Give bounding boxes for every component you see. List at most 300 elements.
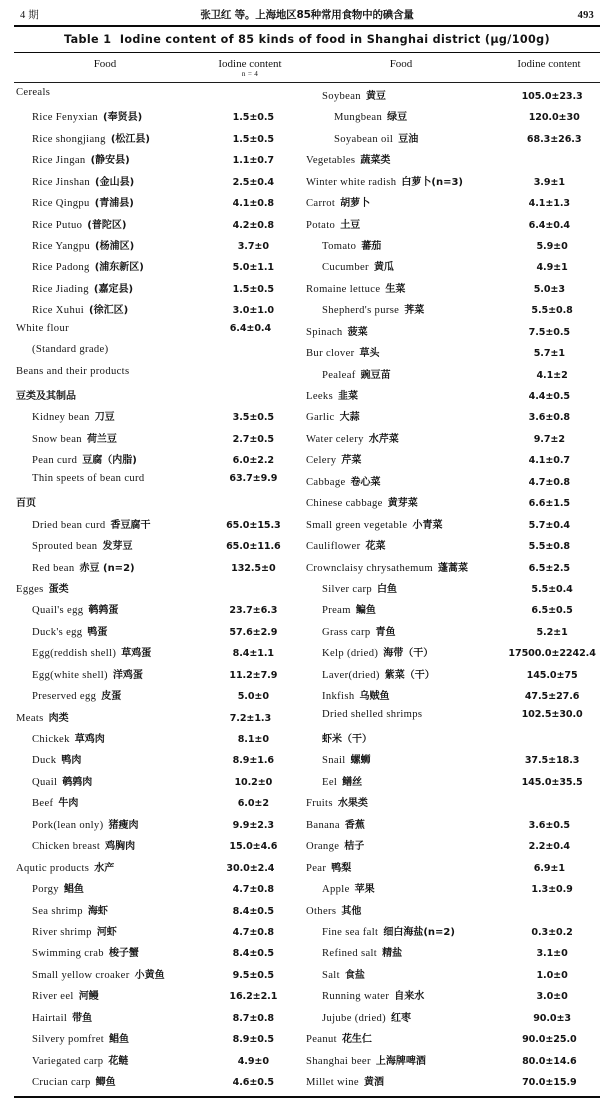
food-name-cell xyxy=(14,108,203,123)
table-row xyxy=(14,730,304,751)
food-name-cell xyxy=(304,644,504,659)
table-row xyxy=(14,880,304,901)
iodine-content-cell: 3.9±1 xyxy=(533,176,565,188)
food-name-en: Silver carp xyxy=(322,583,373,595)
food-name-cell xyxy=(14,880,203,895)
food-name-cn: 大蒜 xyxy=(339,412,360,424)
table-row xyxy=(14,923,304,944)
food-name-cn: 土豆 xyxy=(340,219,361,231)
table-row xyxy=(304,923,600,944)
food-name-cn: (嘉定县) xyxy=(93,283,134,295)
food-name-cell xyxy=(14,366,197,377)
food-name-en: Snow bean xyxy=(32,433,82,445)
page-number: 493 xyxy=(577,10,594,21)
food-name-en: Cauliflower xyxy=(306,541,361,553)
food-name-cell xyxy=(304,751,504,766)
food-name-cell xyxy=(304,516,499,531)
food-name-cn: 其他 xyxy=(341,905,362,917)
food-name-cell xyxy=(14,1073,203,1088)
food-name-cn: (静安县) xyxy=(90,155,130,167)
table-row xyxy=(14,408,304,429)
column-header-sample-size: n = 4 xyxy=(241,69,259,78)
food-name-cell xyxy=(14,859,197,874)
table-column-right xyxy=(304,87,600,1095)
iodine-content-cell: 6.4±0.4 xyxy=(229,322,272,334)
iodine-content-cell: 5.5±0.8 xyxy=(531,305,573,317)
iodine-content-cell: 15.0±4.6 xyxy=(229,841,278,853)
table-row xyxy=(14,644,304,665)
food-name-en: Pealeaf xyxy=(322,369,356,381)
table-row xyxy=(14,666,304,687)
iodine-content-cell: 132.5±0 xyxy=(231,562,276,574)
table-row xyxy=(14,944,304,965)
food-name-cell xyxy=(14,516,203,531)
table-row xyxy=(304,859,600,880)
food-name-cn: 鲫鱼 xyxy=(95,1077,116,1089)
table-row xyxy=(14,1052,304,1073)
food-name-cn: 白鱼 xyxy=(377,583,398,595)
table-row xyxy=(304,430,600,451)
iodine-content-cell: 1.1±0.7 xyxy=(232,155,275,167)
food-name-cell xyxy=(304,601,504,616)
food-name-cell xyxy=(14,130,203,145)
food-name-en: Apple xyxy=(322,884,350,896)
food-name-cell xyxy=(14,944,203,959)
table-row xyxy=(14,473,304,494)
food-name-cell xyxy=(304,923,504,938)
food-name-cell xyxy=(304,87,504,102)
food-name-en: Rice Padong xyxy=(32,262,90,274)
iodine-content-cell: 105.0±23.3 xyxy=(521,90,583,102)
food-name-cn: 鹌鹑肉 xyxy=(62,776,93,788)
food-name-cell xyxy=(14,387,197,402)
iodine-content-cell: 8.7±0.8 xyxy=(232,1012,275,1024)
food-name-cn: 虾米（干） xyxy=(322,734,372,746)
table-row xyxy=(14,601,304,622)
food-name-cn: 生菜 xyxy=(385,283,406,295)
food-name-cn: 鹌鹑蛋 xyxy=(88,605,119,617)
food-name-cell xyxy=(14,1009,203,1024)
table-row xyxy=(14,494,304,515)
iodine-content-cell: 16.2±2.1 xyxy=(229,991,278,1003)
food-name-cell xyxy=(304,387,499,402)
iodine-content-cell: 6.9±1 xyxy=(533,862,565,874)
iodine-content-cell: 4.1±2 xyxy=(536,369,568,381)
food-name-cn: (徐汇区) xyxy=(89,305,129,317)
food-name-cn: 花鲢 xyxy=(108,1055,129,1067)
food-name-cn: 豆腐（内脂) xyxy=(82,455,137,467)
food-name-en: Rice Xuhui xyxy=(32,305,85,317)
food-name-cn: 乌贼鱼 xyxy=(359,691,390,703)
food-name-cell xyxy=(14,966,203,981)
iodine-content-cell: 8.4±0.5 xyxy=(232,948,275,960)
table-row xyxy=(304,237,600,258)
iodine-content-cell: 6.5±0.5 xyxy=(531,605,573,617)
food-name-cell xyxy=(304,987,504,1002)
table-row xyxy=(14,87,304,108)
food-name-cn: 水芹菜 xyxy=(368,433,399,445)
food-name-cn: 花菜 xyxy=(365,541,386,553)
food-name-en: Eel xyxy=(322,776,338,788)
iodine-content-cell: 9.7±2 xyxy=(533,433,565,445)
table-row xyxy=(14,537,304,558)
table-row xyxy=(14,194,304,215)
iodine-content-cell: 1.5±0.5 xyxy=(232,133,275,145)
running-head xyxy=(14,4,600,24)
table-row xyxy=(304,366,600,387)
table-row xyxy=(14,1030,304,1051)
iodine-content-cell: 8.9±0.5 xyxy=(232,1034,275,1046)
food-name-cell xyxy=(304,537,499,552)
food-name-en: Others xyxy=(306,905,337,917)
food-name-cn: 红枣 xyxy=(391,1012,412,1024)
table-row xyxy=(304,301,600,322)
iodine-content-cell: 5.5±0.8 xyxy=(528,541,571,553)
table-row xyxy=(304,173,600,194)
food-name-cell xyxy=(14,173,203,188)
iodine-content-cell: 8.9±1.6 xyxy=(232,755,275,767)
food-name-en: Hairtail xyxy=(32,1012,68,1024)
food-name-cell xyxy=(304,837,499,852)
food-name-cell xyxy=(14,644,203,659)
food-name-en: Rice Yangpu xyxy=(32,240,90,252)
food-name-cn: 豆油 xyxy=(398,133,419,145)
food-name-cn: 黄瓜 xyxy=(373,262,394,274)
table-row xyxy=(14,709,304,730)
food-name-cell xyxy=(14,216,203,231)
food-name-en: Kelp (dried) xyxy=(322,648,379,660)
food-name-cn: 刀豆 xyxy=(94,412,115,424)
iodine-content-cell: 70.0±15.9 xyxy=(522,1077,577,1089)
food-name-en: Millet wine xyxy=(306,1077,359,1089)
iodine-content-cell: 11.2±7.9 xyxy=(229,669,278,681)
food-name-cn: 荠菜 xyxy=(404,305,425,317)
food-name-cell xyxy=(304,451,499,466)
food-name-en: Variegated carp xyxy=(32,1055,104,1067)
iodine-content-cell: 120.0±30 xyxy=(528,112,580,124)
iodine-content-cell: 2.2±0.4 xyxy=(528,841,571,853)
iodine-content-cell: 3.7±0 xyxy=(237,240,269,252)
table-row xyxy=(304,387,600,408)
iodine-content-cell: 6.6±1.5 xyxy=(528,498,571,510)
food-name-cell xyxy=(304,173,499,188)
food-name-cn: 螺蛳 xyxy=(350,755,371,767)
food-name-cn: 花生仁 xyxy=(341,1034,372,1046)
food-name-cell xyxy=(304,366,504,381)
food-name-en: River shrimp xyxy=(32,926,92,938)
food-name-cell xyxy=(304,773,504,788)
table-row xyxy=(304,323,600,344)
table-row xyxy=(304,837,600,858)
table-row xyxy=(14,837,304,858)
food-name-en: Sea shrimp xyxy=(32,905,83,917)
food-name-en: Chinese cabbage xyxy=(306,498,383,510)
iodine-content-cell: 4.4±0.5 xyxy=(528,391,571,403)
iodine-content-cell: 8.1±0 xyxy=(237,734,269,746)
food-name-en: Rice Qingpu xyxy=(32,198,90,210)
iodine-content-cell: 80.0±14.6 xyxy=(522,1055,577,1067)
food-name-cn: 发芽豆 xyxy=(102,541,133,553)
table-row xyxy=(14,859,304,880)
food-name-cell xyxy=(304,108,508,123)
food-name-en: Crownclaisy chrysathemum xyxy=(306,562,433,574)
food-name-cn: 带鱼 xyxy=(72,1012,93,1024)
food-name-en: Laver(dried) xyxy=(322,669,380,681)
food-name-cell xyxy=(304,258,504,273)
food-name-cell xyxy=(14,902,203,917)
food-name-cn: 鳝丝 xyxy=(342,776,363,788)
table-row xyxy=(14,623,304,644)
food-name-en: Soyabean oil xyxy=(334,133,394,145)
table-row xyxy=(304,987,600,1008)
table-row xyxy=(304,966,600,987)
table-row xyxy=(14,258,304,279)
food-name-cn: 精盐 xyxy=(382,948,403,960)
food-name-cell xyxy=(304,687,504,702)
food-name-en: Banana xyxy=(306,819,340,831)
table-row xyxy=(14,366,304,387)
iodine-content-cell: 5.0±1.1 xyxy=(232,262,275,274)
iodine-content-cell: 5.7±0.4 xyxy=(528,519,571,531)
iodine-content-cell: 6.4±0.4 xyxy=(528,219,571,231)
food-name-en: Chicken breast xyxy=(32,841,101,853)
food-name-cn: 水果类 xyxy=(337,798,368,810)
iodine-content-cell: 6.5±2.5 xyxy=(528,562,571,574)
food-name-cell xyxy=(14,494,197,509)
food-name-cell xyxy=(14,1030,203,1045)
food-name-cell xyxy=(14,601,203,616)
food-name-cn: 肉类 xyxy=(48,712,69,724)
table-row xyxy=(14,430,304,451)
food-name-en: Meats xyxy=(16,712,44,724)
food-name-cn: 小黄鱼 xyxy=(134,969,165,981)
food-name-cell xyxy=(14,773,203,788)
food-name-cell xyxy=(14,408,203,423)
iodine-content-cell: 1.5±0.5 xyxy=(232,283,275,295)
food-name-cn: 蕃茄 xyxy=(361,240,382,252)
table-row xyxy=(304,644,600,665)
iodine-content-cell: 90.0±3 xyxy=(533,1012,571,1024)
food-name-cell xyxy=(304,1052,499,1067)
table-header-row xyxy=(14,53,600,82)
food-name-en: Celery xyxy=(306,455,337,467)
food-name-cell xyxy=(304,580,504,595)
iodine-content-cell: 7.5±0.5 xyxy=(528,326,571,338)
iodine-content-cell: 4.6±0.5 xyxy=(232,1077,275,1089)
food-name-en: Rice Putuo xyxy=(32,219,83,231)
food-name-en: Peanut xyxy=(306,1034,337,1046)
table-row xyxy=(304,730,600,751)
food-name-cn: 香蕉 xyxy=(344,819,365,831)
table-row xyxy=(304,751,600,772)
food-name-cell xyxy=(304,280,499,295)
food-name-cn: 香豆腐干 xyxy=(110,519,151,531)
food-name-en: Grass carp xyxy=(322,626,371,638)
food-name-cell xyxy=(304,323,499,338)
food-name-cn: (浦东新区) xyxy=(94,262,144,274)
iodine-content-cell: 145.0±35.5 xyxy=(521,776,583,788)
food-name-cell xyxy=(14,987,203,1002)
food-name-en: Carrot xyxy=(306,198,336,210)
food-name-cn: 蛋类 xyxy=(48,583,69,595)
iodine-content-cell: 2.7±0.5 xyxy=(232,433,275,445)
food-name-cell xyxy=(304,301,504,316)
food-name-cn: (普陀区) xyxy=(87,219,127,231)
iodine-content-cell: 9.9±2.3 xyxy=(232,819,275,831)
food-name-en: Pream xyxy=(322,605,351,617)
iodine-content-cell: 145.0±75 xyxy=(526,669,578,681)
food-name-cn: 草头 xyxy=(359,348,380,360)
food-name-en: Rice Jinshan xyxy=(32,176,91,188)
food-name-cell xyxy=(14,280,203,295)
food-name-cn: 洋鸡蛋 xyxy=(112,669,143,681)
food-name-en: Fine sea falt xyxy=(322,926,379,938)
food-name-en: Crucian carp xyxy=(32,1077,91,1089)
food-name-cn: 草鸡蛋 xyxy=(121,648,152,660)
food-name-cell xyxy=(14,344,203,355)
food-name-cn: 百页 xyxy=(16,498,36,510)
food-name-cn: (松江县) xyxy=(110,133,150,145)
column-header-iodine-left-label: Iodine content xyxy=(218,58,282,70)
food-name-cn: 海带（干） xyxy=(383,648,434,660)
food-name-cn: (金山县) xyxy=(95,176,135,188)
food-name-cell xyxy=(14,194,203,209)
table-row xyxy=(304,1030,600,1051)
food-name-cn: 水产 xyxy=(94,862,115,874)
food-name-cn: 牛肉 xyxy=(58,798,79,810)
iodine-content-cell: 4.7±0.8 xyxy=(528,476,571,488)
food-name-en: Small green vegetable xyxy=(306,519,408,531)
food-name-cn: 黄酒 xyxy=(364,1077,384,1089)
table-row xyxy=(304,194,600,215)
table-row xyxy=(14,387,304,408)
food-name-cn: (青浦县) xyxy=(94,198,134,210)
food-name-cell xyxy=(14,666,203,681)
food-name-en: River eel xyxy=(32,991,74,1003)
food-name-cell xyxy=(304,151,499,166)
food-name-cn: 上海牌啤酒 xyxy=(375,1055,426,1067)
food-name-en: White flour xyxy=(16,322,69,334)
table-row xyxy=(304,473,600,494)
table-row xyxy=(14,323,304,344)
food-name-en: Jujube (dried) xyxy=(322,1012,387,1024)
food-name-cell xyxy=(304,1030,499,1045)
food-name-cell xyxy=(304,794,499,809)
iodine-content-cell: 5.7±1 xyxy=(533,348,565,360)
food-name-cell xyxy=(14,623,203,638)
food-name-cell xyxy=(304,902,499,917)
iodine-content-cell: 90.0±25.0 xyxy=(522,1034,577,1046)
table-row xyxy=(14,237,304,258)
table-caption xyxy=(14,27,600,52)
food-name-en: Cucumber xyxy=(322,262,369,274)
table-row xyxy=(304,344,600,365)
table-row xyxy=(14,773,304,794)
column-header-food-right: Food xyxy=(389,58,413,70)
food-name-cn: 胡萝卜 xyxy=(340,198,371,210)
food-name-en: Rice shongjiang xyxy=(32,133,106,145)
iodine-content-cell: 47.5±27.6 xyxy=(524,691,580,703)
food-name-cn: 鸭梨 xyxy=(331,862,352,874)
table-row xyxy=(14,280,304,301)
food-name-cell xyxy=(304,130,508,145)
food-name-cn: 草鸡肉 xyxy=(74,734,105,746)
table-row xyxy=(14,580,304,601)
iodine-content-cell: 9.5±0.5 xyxy=(232,969,275,981)
iodine-content-cell: 4.2±0.8 xyxy=(232,219,275,231)
table-row xyxy=(304,559,600,580)
food-name-cell xyxy=(304,237,504,252)
food-name-cell xyxy=(304,623,504,638)
food-name-en: Rice Fenyxian xyxy=(32,112,99,124)
food-name-cn: 细白海盐(n=2) xyxy=(383,926,455,938)
food-name-cell xyxy=(304,816,499,831)
iodine-content-cell: 0.3±0.2 xyxy=(531,926,573,938)
food-name-en: Kidney bean xyxy=(32,412,90,424)
food-name-cn: 自来水 xyxy=(394,991,425,1003)
food-name-cell xyxy=(14,473,203,484)
food-name-en: Refined salt xyxy=(322,948,378,960)
food-name-en: Salt xyxy=(322,969,340,981)
table-row xyxy=(304,258,600,279)
table-row xyxy=(304,537,600,558)
iodine-content-cell: 4.7±0.8 xyxy=(232,926,275,938)
table-row xyxy=(304,794,600,815)
table-row xyxy=(14,966,304,987)
food-name-en: Pork(lean only) xyxy=(32,819,104,831)
food-name-en: Egg(white shell) xyxy=(32,669,108,681)
food-name-en: Leeks xyxy=(306,391,334,403)
food-name-cn: 猪瘦肉 xyxy=(108,819,139,831)
food-name-en: Small yellow croaker xyxy=(32,969,130,981)
food-name-cn: 绿豆 xyxy=(387,112,408,124)
food-name-cn: 黄豆 xyxy=(365,90,386,102)
iodine-content-cell: 10.2±0 xyxy=(234,776,273,788)
food-name-en: Dried shelled shrimps xyxy=(322,708,423,720)
column-header-food-left: Food xyxy=(93,58,117,70)
food-name-cell xyxy=(14,1052,203,1067)
food-name-en: Vegetables xyxy=(306,155,356,167)
iodine-content-cell: 57.6±2.9 xyxy=(229,626,278,638)
issue-number: 4 期 xyxy=(20,10,39,21)
food-name-en: Rice Jingan xyxy=(32,155,86,167)
iodine-content-cell: 5.9±0 xyxy=(536,240,568,252)
food-name-cn: 荷兰豆 xyxy=(86,433,117,445)
iodine-content-cell: 63.7±9.9 xyxy=(229,472,278,484)
food-name-cn: 鳊鱼 xyxy=(355,605,376,617)
iodine-content-cell: 17500.0±2242.4 xyxy=(508,648,596,660)
iodine-content-cell: 1.5±0.5 xyxy=(232,112,275,124)
food-name-cell xyxy=(304,709,504,720)
food-name-cn: 河鳗 xyxy=(78,991,99,1003)
iodine-content-cell: 3.0±0 xyxy=(536,991,568,1003)
iodine-content-cell: 4.1±1.3 xyxy=(528,198,571,210)
food-name-en: Cereals xyxy=(16,86,51,98)
food-name-en: Dried bean curd xyxy=(32,519,106,531)
food-name-en: Thin speets of bean curd xyxy=(32,472,145,484)
food-name-en: Orange xyxy=(306,841,340,853)
iodine-content-cell: 3.1±0 xyxy=(536,948,568,960)
food-name-cn: 豆类及其制品 xyxy=(16,391,76,403)
table-row xyxy=(304,494,600,515)
iodine-content-cell: 3.6±0.8 xyxy=(528,412,571,424)
food-name-cn: 赤豆 (n=2) xyxy=(79,562,135,574)
iodine-content-cell: 5.0±0 xyxy=(237,691,269,703)
food-name-cn: 苹果 xyxy=(354,884,375,896)
food-name-en: Swimming crab xyxy=(32,948,104,960)
food-name-cn: 韭菜 xyxy=(338,391,359,403)
food-name-cell xyxy=(304,666,504,681)
